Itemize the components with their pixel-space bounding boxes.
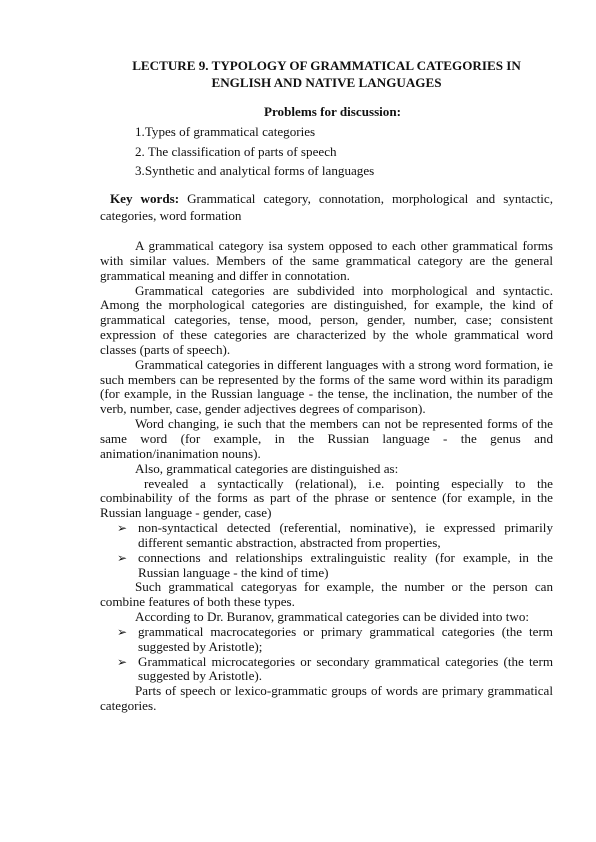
- problem-item: 3.Synthetic and analytical forms of languages: [135, 163, 375, 178]
- list-item-text: grammatical macrocategories or primary grammatical categories (the term suggested by Aristotle);: [138, 623, 553, 654]
- arrowhead-bullet-icon: ➢: [117, 654, 128, 669]
- bullet-list: [100, 521, 553, 580]
- paragraph: Parts of speech or lexico-grammatic groups of words are primary grammatical categories.: [100, 683, 553, 714]
- paragraph: Grammatical categories are subdivided into morphological and syntactic. Among the morphological categories are distinguished, for example, the kind of grammatical categories, tense, mood, person, gender, number, case; consistent expression of these categories are characterized by the whole grammatical word classes (parts of speech).: [100, 282, 553, 357]
- problems-heading: Problems for discussion:: [263, 104, 401, 119]
- key-words: [100, 190, 553, 224]
- paragraph: revealed a syntactically (relational), i.e. pointing especially to the combinability of the forms as part of the phrase or sentence (for example, in the Russian language - gender, case): [100, 475, 553, 521]
- list-item: [100, 625, 553, 655]
- lecture-body: [100, 239, 553, 714]
- arrowhead-bullet-icon: ➢: [117, 521, 128, 536]
- list-item-text: Grammatical microcategories or secondary grammatical categories (the term suggested by Aristotle).: [138, 653, 553, 684]
- lecture-title-line-2: ENGLISH AND NATIVE LANGUAGES: [211, 75, 442, 90]
- paragraph: Such grammatical categoryas for example, the number or the person can combine features of both these types.: [100, 579, 553, 610]
- problems-list: [135, 122, 374, 181]
- arrowhead-bullet-icon: ➢: [117, 550, 128, 565]
- problem-item: 1.Types of grammatical categories: [135, 124, 316, 139]
- key-words-text: Grammatical category, connotation, morphological and syntactic, categories, word formation: [100, 191, 554, 223]
- paragraph: Grammatical categories in different languages with a strong word formation, ie such members can be represented by the forms of the same word within its paradigm (for example, in the Russian language - the tense, the inclination, the number of the verb, number, case, gender adjectives degrees of comparison).: [100, 356, 553, 417]
- paragraph: A grammatical category isa system opposed to each other grammatical forms with similar values. Members of the same grammatical category are the general grammatical meaning and differ in connotation.: [100, 238, 553, 283]
- problem-item: 2. The classification of parts of speech: [135, 143, 337, 159]
- list-item: [100, 551, 553, 581]
- paragraph: Also, grammatical categories are distinguished as:: [135, 460, 399, 476]
- list-item: [100, 521, 553, 551]
- arrowhead-bullet-icon: ➢: [117, 624, 128, 639]
- list-item-text: connections and relationships extralinguistic reality (for example, in the Russian language - the kind of time): [138, 549, 553, 580]
- lecture-title-line-1: LECTURE 9. TYPOLOGY OF GRAMMATICAL CATEGORIES IN: [132, 58, 521, 73]
- bullet-list: [100, 625, 553, 684]
- paragraph: Word changing, ie such that the members can not be represented forms of the same word (for example, in the Russian language - the genus and animation/inanimation nouns).: [100, 416, 553, 461]
- list-item-text: non-syntactical detected (referential, nominative), ie expressed primarily different semantic abstraction, abstracted from properties,: [138, 520, 553, 550]
- lecture-title: [100, 57, 553, 91]
- key-words-label: Key words:: [110, 191, 180, 206]
- paragraph: According to Dr. Buranov, grammatical categories can be divided into two:: [135, 609, 530, 625]
- list-item: [100, 655, 553, 685]
